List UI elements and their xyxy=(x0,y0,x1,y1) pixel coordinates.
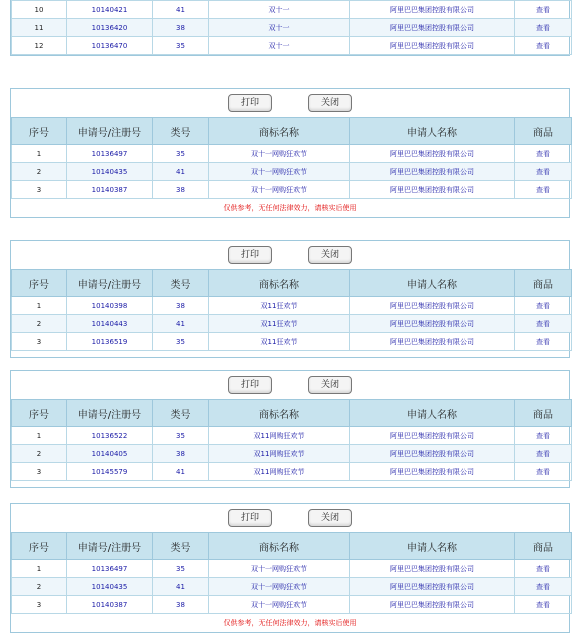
header-applicant: 申请人名称 xyxy=(350,118,515,145)
class-number: 41 xyxy=(153,463,209,481)
header-class: 类号 xyxy=(153,118,209,145)
close-button[interactable]: 关闭 xyxy=(308,376,352,394)
applicant-name-link[interactable]: 阿里巴巴集团控股有限公司 xyxy=(350,145,515,163)
header-goods: 商品 xyxy=(515,533,572,560)
applicant-name-link[interactable]: 阿里巴巴集团控股有限公司 xyxy=(350,181,515,199)
application-number-link[interactable]: 10136420 xyxy=(67,19,153,37)
class-number: 41 xyxy=(153,163,209,181)
print-button[interactable]: 打印 xyxy=(228,246,272,264)
trademark-name-link[interactable]: 双十一网购狂欢节 xyxy=(209,596,350,614)
row-index: 3 xyxy=(12,181,67,199)
applicant-name-link[interactable]: 阿里巴巴集团控股有限公司 xyxy=(350,37,515,55)
results-panel-1 xyxy=(10,88,570,218)
table-row xyxy=(12,37,572,55)
results-panel-3 xyxy=(10,370,570,488)
applicant-name-link[interactable]: 阿里巴巴集团控股有限公司 xyxy=(350,297,515,315)
header-trademark-name: 商标名称 xyxy=(209,118,350,145)
print-button[interactable]: 打印 xyxy=(228,509,272,527)
table-row xyxy=(12,596,572,614)
trademark-name-link[interactable]: 双11网购狂欢节 xyxy=(209,427,350,445)
header-index: 序号 xyxy=(12,270,67,297)
header-goods: 商品 xyxy=(515,400,572,427)
trademark-name-link[interactable]: 双十一网购狂欢节 xyxy=(209,560,350,578)
results-table xyxy=(11,532,572,614)
header-trademark-name: 商标名称 xyxy=(209,400,350,427)
close-button[interactable]: 关闭 xyxy=(308,94,352,112)
header-trademark-name: 商标名称 xyxy=(209,270,350,297)
table-row xyxy=(12,163,572,181)
view-link[interactable]: 查看 xyxy=(515,463,572,481)
row-index: 11 xyxy=(12,19,67,37)
trademark-name-link[interactable]: 双十一 xyxy=(209,37,350,55)
button-bar xyxy=(11,241,569,269)
class-number: 35 xyxy=(153,427,209,445)
disclaimer-note: 仅供参考，无任何法律效力，请核实后使用 xyxy=(223,619,357,627)
header-applicant: 申请人名称 xyxy=(350,400,515,427)
table-row xyxy=(12,333,572,351)
results-panel-4 xyxy=(10,503,570,633)
row-index: 2 xyxy=(12,163,67,181)
results-table xyxy=(11,399,572,481)
view-link[interactable]: 查看 xyxy=(515,37,572,55)
header-goods: 商品 xyxy=(515,118,572,145)
application-number-link[interactable]: 10140421 xyxy=(67,1,153,19)
trademark-name-link[interactable]: 双11狂欢节 xyxy=(209,315,350,333)
application-number-link[interactable]: 10140398 xyxy=(67,297,153,315)
row-index: 3 xyxy=(12,596,67,614)
row-index: 2 xyxy=(12,445,67,463)
row-index: 1 xyxy=(12,560,67,578)
trademark-name-link[interactable]: 双11狂欢节 xyxy=(209,297,350,315)
table-row xyxy=(12,315,572,333)
application-number-link[interactable]: 10136470 xyxy=(67,37,153,55)
applicant-name-link[interactable]: 阿里巴巴集团控股有限公司 xyxy=(350,315,515,333)
view-link[interactable]: 查看 xyxy=(515,427,572,445)
applicant-name-link[interactable]: 阿里巴巴集团控股有限公司 xyxy=(350,333,515,351)
application-number-link[interactable]: 10140387 xyxy=(67,596,153,614)
header-trademark-name: 商标名称 xyxy=(209,533,350,560)
header-applicant: 申请人名称 xyxy=(350,533,515,560)
print-button[interactable]: 打印 xyxy=(228,376,272,394)
view-link[interactable]: 查看 xyxy=(515,333,572,351)
trademark-name-link[interactable]: 双11狂欢节 xyxy=(209,333,350,351)
view-link[interactable]: 查看 xyxy=(515,1,572,19)
header-application-no: 申请号/注册号 xyxy=(67,400,153,427)
application-number-link[interactable]: 10136497 xyxy=(67,145,153,163)
row-index: 1 xyxy=(12,427,67,445)
trademark-name-link[interactable]: 双11网购狂欢节 xyxy=(209,445,350,463)
header-index: 序号 xyxy=(12,533,67,560)
application-number-link[interactable]: 10136522 xyxy=(67,427,153,445)
header-class: 类号 xyxy=(153,270,209,297)
table-row xyxy=(12,427,572,445)
header-application-no: 申请号/注册号 xyxy=(67,270,153,297)
table-row xyxy=(12,297,572,315)
application-number-link[interactable]: 10136497 xyxy=(67,560,153,578)
trademark-name-link[interactable]: 双11网购狂欢节 xyxy=(209,463,350,481)
table-row xyxy=(12,19,572,37)
table-row xyxy=(12,1,572,19)
results-table xyxy=(11,117,572,199)
row-index: 2 xyxy=(12,315,67,333)
class-number: 35 xyxy=(153,145,209,163)
top-results-panel xyxy=(10,0,570,56)
print-button[interactable]: 打印 xyxy=(228,94,272,112)
class-number: 41 xyxy=(153,315,209,333)
trademark-name-link[interactable]: 双十一 xyxy=(209,19,350,37)
trademark-name-link[interactable]: 双十一网购狂欢节 xyxy=(209,181,350,199)
table-row xyxy=(12,463,572,481)
view-link[interactable]: 查看 xyxy=(515,181,572,199)
applicant-name-link[interactable]: 阿里巴巴集团控股有限公司 xyxy=(350,578,515,596)
view-link[interactable]: 查看 xyxy=(515,145,572,163)
class-number: 41 xyxy=(153,578,209,596)
class-number: 38 xyxy=(153,596,209,614)
table-row xyxy=(12,445,572,463)
results-panel-2 xyxy=(10,240,570,358)
header-index: 序号 xyxy=(12,400,67,427)
class-number: 38 xyxy=(153,19,209,37)
view-link[interactable]: 查看 xyxy=(515,315,572,333)
close-button[interactable]: 关闭 xyxy=(308,509,352,527)
applicant-name-link[interactable]: 阿里巴巴集团控股有限公司 xyxy=(350,427,515,445)
row-index: 12 xyxy=(12,37,67,55)
class-number: 38 xyxy=(153,297,209,315)
view-link[interactable]: 查看 xyxy=(515,163,572,181)
header-application-no: 申请号/注册号 xyxy=(67,118,153,145)
class-number: 35 xyxy=(153,37,209,55)
table-row xyxy=(12,181,572,199)
row-index: 3 xyxy=(12,463,67,481)
class-number: 35 xyxy=(153,333,209,351)
row-index: 10 xyxy=(12,1,67,19)
row-index: 2 xyxy=(12,578,67,596)
application-number-link[interactable]: 10140387 xyxy=(67,181,153,199)
class-number: 38 xyxy=(153,445,209,463)
close-button[interactable]: 关闭 xyxy=(308,246,352,264)
row-index: 3 xyxy=(12,333,67,351)
applicant-name-link[interactable]: 阿里巴巴集团控股有限公司 xyxy=(350,596,515,614)
row-index: 1 xyxy=(12,145,67,163)
header-class: 类号 xyxy=(153,400,209,427)
applicant-name-link[interactable]: 阿里巴巴集团控股有限公司 xyxy=(350,163,515,181)
row-index: 1 xyxy=(12,297,67,315)
application-number-link[interactable]: 10140443 xyxy=(67,315,153,333)
applicant-name-link[interactable]: 阿里巴巴集团控股有限公司 xyxy=(350,445,515,463)
results-table xyxy=(11,269,572,351)
trademark-name-link[interactable]: 双十一 xyxy=(209,1,350,19)
application-number-link[interactable]: 10140405 xyxy=(67,445,153,463)
application-number-link[interactable]: 10145579 xyxy=(67,463,153,481)
table-row xyxy=(12,145,572,163)
disclaimer-note: 仅供参考，无任何法律效力，请核实后使用 xyxy=(223,204,357,212)
view-link[interactable]: 查看 xyxy=(515,578,572,596)
table-row xyxy=(12,578,572,596)
button-bar xyxy=(11,504,569,532)
header-index: 序号 xyxy=(12,118,67,145)
view-link[interactable]: 查看 xyxy=(515,297,572,315)
header-class: 类号 xyxy=(153,533,209,560)
button-bar xyxy=(11,371,569,399)
class-number: 38 xyxy=(153,181,209,199)
applicant-name-link[interactable]: 阿里巴巴集团控股有限公司 xyxy=(350,19,515,37)
button-bar xyxy=(11,89,569,117)
top-results-table xyxy=(11,0,572,55)
applicant-name-link[interactable]: 阿里巴巴集团控股有限公司 xyxy=(350,560,515,578)
view-link[interactable]: 查看 xyxy=(515,19,572,37)
header-goods: 商品 xyxy=(515,270,572,297)
applicant-name-link[interactable]: 阿里巴巴集团控股有限公司 xyxy=(350,1,515,19)
view-link[interactable]: 查看 xyxy=(515,445,572,463)
table-row xyxy=(12,560,572,578)
application-number-link[interactable]: 10140435 xyxy=(67,163,153,181)
class-number: 35 xyxy=(153,560,209,578)
application-number-link[interactable]: 10136519 xyxy=(67,333,153,351)
applicant-name-link[interactable]: 阿里巴巴集团控股有限公司 xyxy=(350,463,515,481)
trademark-name-link[interactable]: 双十一网购狂欢节 xyxy=(209,145,350,163)
view-link[interactable]: 查看 xyxy=(515,596,572,614)
header-applicant: 申请人名称 xyxy=(350,270,515,297)
application-number-link[interactable]: 10140435 xyxy=(67,578,153,596)
class-number: 41 xyxy=(153,1,209,19)
header-application-no: 申请号/注册号 xyxy=(67,533,153,560)
trademark-name-link[interactable]: 双十一网购狂欢节 xyxy=(209,163,350,181)
trademark-name-link[interactable]: 双十一网购狂欢节 xyxy=(209,578,350,596)
view-link[interactable]: 查看 xyxy=(515,560,572,578)
